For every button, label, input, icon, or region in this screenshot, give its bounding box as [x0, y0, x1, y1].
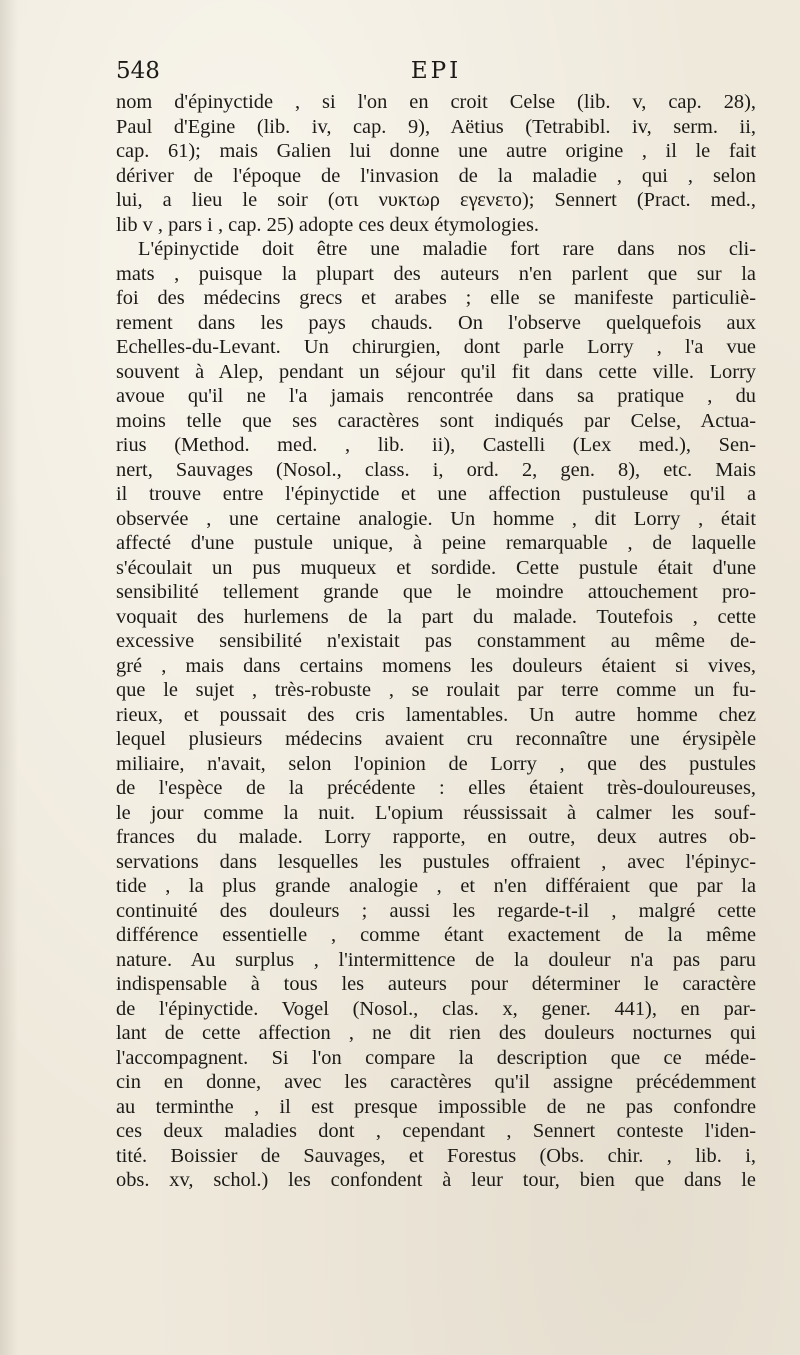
body-text — [116, 90, 756, 1193]
text-line: lequel plusieurs médecins avaient cru reconnaître une érysipèle — [116, 728, 756, 750]
text-line: avoue qu'il ne l'a jamais rencontrée dans sa pratique , du — [116, 385, 756, 407]
text-line: excessive sensibilité n'existait pas constamment au même de- — [116, 630, 756, 652]
text-line: indispensable à tous les auteurs pour déterminer le caractère — [116, 973, 756, 995]
text-line: ces deux maladies dont , cependant , Sennert conteste l'iden- — [116, 1120, 756, 1142]
text-line: lant de cette affection , ne dit rien des douleurs nocturnes qui — [116, 1022, 756, 1044]
text-line: tide , la plus grande analogie , et n'en différaient que par la — [116, 875, 756, 897]
text-line: miliaire, n'avait, selon l'opinion de Lorry , que des pustules — [116, 752, 756, 775]
text-line: nom d'épinyctide , si l'on en croit Celse (lib. v, cap. 28), — [116, 91, 756, 113]
text-line: Paul d'Egine (lib. iv, cap. 9), Aëtius (Tetrabibl. iv, serm. ii, — [116, 115, 756, 138]
text-line: sensibilité tellement grande que le moindre attouchement pro- — [116, 581, 756, 603]
text-line: voquait des hurlemens de la part du malade. Toutefois , cette — [116, 605, 756, 628]
text-line: moins telle que ses caractères sont indiqués par Celse, Actua- — [116, 409, 756, 432]
text-line: cap. 61); mais Galien lui donne une autre origine , il le fait — [116, 140, 756, 162]
text-line: le jour comme la nuit. L'opium réussissait à calmer les souf- — [116, 801, 756, 824]
page-edge-shadow — [0, 0, 18, 1355]
text-line: lui, a lieu le soir (οτι νυκτωρ εγενετο); Sennert (Pract. med., — [116, 189, 756, 211]
text-line: affecté d'une pustule unique, à peine remarquable , de laquelle — [116, 532, 756, 554]
text-line: souvent à Alep, pendant un séjour qu'il fit dans cette ville. Lorry — [116, 360, 756, 383]
text-line: s'écoulait un pus muqueux et sordide. Cette pustule était d'une — [116, 556, 756, 579]
text-line: de l'espèce de la précédente : elles étaient très-douloureuses, — [116, 777, 756, 799]
running-head: EPI — [410, 58, 462, 84]
text-line: de l'épinyctide. Vogel (Nosol., clas. x, gener. 441), en par- — [116, 997, 756, 1020]
text-line: gré , mais dans certains momens les douleurs étaient si vives, — [116, 654, 756, 677]
text-line: servations dans lesquelles les pustules offraient , avec l'épinyc- — [116, 850, 756, 873]
text-line: foi des médecins grecs et arabes ; elle se manifeste particuliè- — [116, 287, 756, 309]
text-line: Echelles-du-Levant. Un chirurgien, dont parle Lorry , l'a vue — [116, 336, 756, 358]
text-line: l'accompagnent. Si l'on compare la description que ce méde- — [116, 1046, 756, 1069]
text-line: rius (Method. med. , lib. ii), Castelli (Lex med.), Sen- — [116, 434, 756, 456]
text-line: nature. Au surplus , l'intermittence de la douleur n'a pas paru — [116, 948, 756, 971]
text-line: obs. xv, schol.) les confondent à leur tour, bien que dans le — [116, 1169, 756, 1191]
page-header — [116, 56, 756, 90]
text-line: nert, Sauvages (Nosol., class. i, ord. 2, gen. 8), etc. Mais — [116, 458, 756, 481]
text-line: différence essentielle , comme étant exactement de la même — [116, 924, 756, 946]
text-line: rieux, et poussait des cris lamentables. Un autre homme chez — [116, 703, 756, 726]
text-line: mats , puisque la plupart des auteurs n'en parlent que sur la — [116, 262, 756, 285]
text-line: observée , une certaine analogie. Un homme , dit Lorry , était — [116, 507, 756, 530]
text-line: tité. Boissier de Sauvages, et Forestus (Obs. chir. , lib. i, — [116, 1144, 756, 1167]
page-number: 548 — [116, 58, 160, 84]
text-line: dériver de l'époque de l'invasion de la maladie , qui , selon — [116, 164, 756, 187]
text-line: continuité des douleurs ; aussi les regarde-t-il , malgré cette — [116, 899, 756, 922]
text-line: au terminthe , il est presque impossible de ne pas confondre — [116, 1095, 756, 1118]
text-line: cin en donne, avec les caractères qu'il assigne précédemment — [116, 1071, 756, 1093]
text-line: il trouve entre l'épinyctide et une affection pustuleuse qu'il a — [116, 483, 756, 505]
text-line: L'épinyctide doit être une maladie fort rare dans nos cli- — [138, 238, 756, 260]
text-line: lib v , pars i , cap. 25) adopte ces deux étymologies. — [116, 213, 539, 236]
text-line: frances du malade. Lorry rapporte, en outre, deux autres ob- — [116, 826, 756, 848]
text-line: rement dans les pays chauds. On l'observe quelquefois aux — [116, 311, 756, 334]
text-line: que le sujet , très-robuste , se roulait par terre comme un fu- — [116, 679, 756, 701]
